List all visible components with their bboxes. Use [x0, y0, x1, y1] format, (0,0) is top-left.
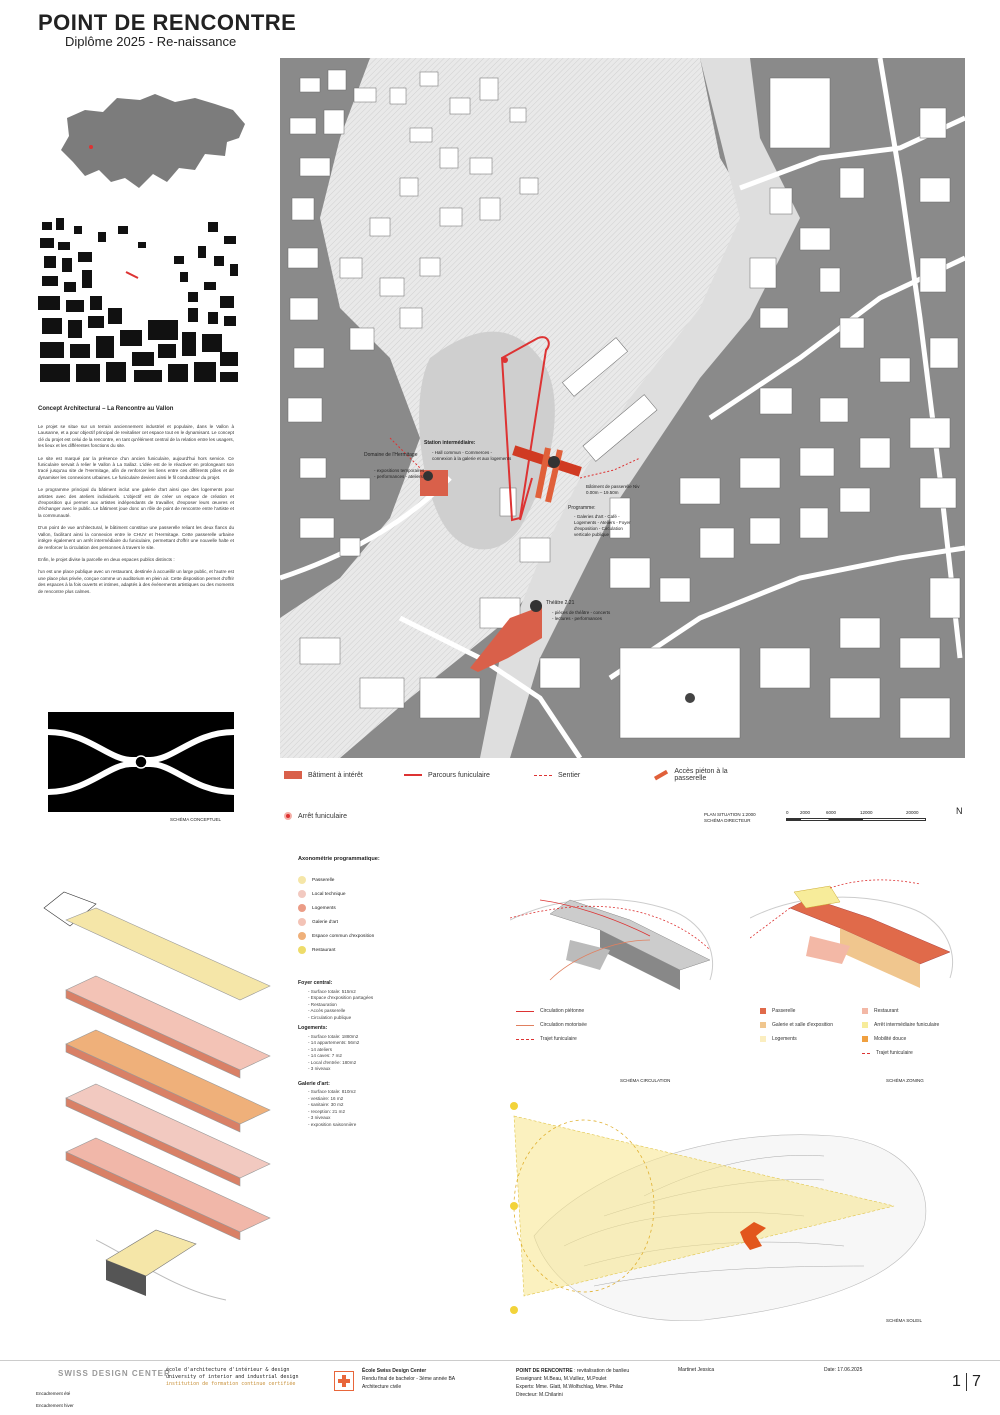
- legend-label: Bâtiment à intérêt: [308, 771, 363, 779]
- school-line: university of interior and industrial design: [166, 1374, 299, 1380]
- cross-logo-icon: [334, 1371, 354, 1391]
- program-item: Passerelle: [298, 876, 374, 884]
- label-programme-sub: - Galeries d'art - Café - Logements - Ateliers - Foyer d'exposition - Circulation verticale publique: [574, 514, 631, 537]
- center-line: Rendu final de bachelor - 3ème année BA: [362, 1376, 456, 1382]
- encadrement-ete: Encadrement été: [36, 1391, 71, 1396]
- school-line: institution de formation continue certifiée: [166, 1381, 296, 1387]
- legend-label: Sentier: [558, 771, 581, 779]
- hospital-building: [620, 648, 740, 738]
- sun-icon: [510, 1102, 518, 1110]
- legend-sentier: [534, 768, 624, 782]
- legend-parcours: [404, 768, 504, 782]
- switzerland-map: [55, 90, 255, 200]
- sun-icon: [510, 1202, 518, 1210]
- legend-arret: [284, 812, 384, 820]
- program-item: Local technique: [298, 890, 374, 898]
- figure-ground-map: [38, 212, 240, 384]
- page-number: 1: [952, 1373, 961, 1390]
- legend-label: Parcours funiculaire: [428, 771, 490, 779]
- sun-label: SCHÉMA SOLEIL: [886, 1318, 923, 1323]
- concept-paragraph: l'un est une place publique avec un restaurant, destinée à accueillir un large public, et l'autre est une place plus privée, conçue comme un auditorium en plein air. Cette disposition permet d'offrir des espaces à la fois ouverts et intimes, adaptés à des événements artistiques ou des moments de rencontre plus calmes.: [38, 569, 234, 594]
- label-programme: Programme:: [568, 505, 596, 511]
- scale-bar: 0 2000 6000 12000 20000: [786, 810, 936, 824]
- center-line: Architecture civile: [362, 1384, 402, 1390]
- sun-schema: [504, 1096, 944, 1328]
- teachers-line: Directeur: M.Chilarini: [516, 1392, 563, 1398]
- date: Date: 17.06.2025: [824, 1367, 863, 1373]
- zoning-legend-right: Restaurant Arrêt intermédiaire funiculaire Mobilité douce Trajet funiculaire: [862, 1008, 939, 1056]
- site-marker: [89, 145, 93, 149]
- label-hermitage-sub: - expositions temporaires - performances - ateliers: [374, 468, 425, 479]
- circulation-schema: [510, 880, 720, 995]
- circulation-label: SCHÉMA CIRCULATION: [620, 1078, 671, 1083]
- concept-title: Concept Architectural – La Rencontre au Vallon: [38, 406, 174, 412]
- legend-label: Arrêt funiculaire: [298, 812, 348, 820]
- concept-paragraph: Le programme principal du bâtiment inclut une galerie d'art ainsi que des logements pour artistes avec des ateliers individuels. L'objectif est de créer un espace de création et d'exposition qui permet aux artistes indépendants de travailler, d'exposer leurs œuvres et d'échanger avec le public. Le bâtiment joue donc un rôle de point de rencontre entre l'artiste et la communauté.: [38, 487, 234, 518]
- page-title: POINT DE RENCONTRE: [38, 10, 297, 35]
- label-theatre: Théâtre 2.21: [546, 600, 575, 606]
- concept-text: [38, 424, 234, 601]
- zoning-schema: [750, 878, 960, 993]
- page-divider: [966, 1373, 967, 1391]
- legend-swatch: [654, 770, 668, 781]
- map-legend: [284, 768, 744, 820]
- concept-paragraph: Enfin, le projet divise la parcelle en deux espaces publics distincts :: [38, 556, 175, 562]
- concept-paragraph: Le site est marqué par la présence d'un ancien funiculaire, aujourd'hui hors service. Ce funiculaire servait à relier le Vallon à La Sallaz. L'idée est de le réactiver en prolongeant son tracé jusqu'au site de l'Hermitage, afin de renforcer les liens entre ces différents pôles et de dynamiser les connexions urbaines. Le funiculaire devient ainsi le fil conducteur du projet.: [38, 455, 234, 480]
- site-plan: [280, 58, 965, 758]
- program-item: Restaurant: [298, 946, 374, 954]
- hospital-icon: [685, 693, 695, 703]
- program-item: Logements: [298, 904, 374, 912]
- legend-swatch: [284, 771, 302, 779]
- concept-paragraph: D'un point de vue architectural, le bâtiment constitue une passerelle reliant les deux flancs du Vallon, facilitant ainsi la connexion entre le CHUV et l'Hermitage. Cette passerelle urbaine intègre également un arrêt intermédiaire du funiculaire, permettant d'offrir une nouvelle halte et de renforcer la circulation des personnes à travers le site.: [38, 525, 234, 550]
- legend-label: Accès piéton à la passerelle: [674, 768, 728, 782]
- school-logo: SWISS DESIGN CENTER: [58, 1369, 171, 1378]
- concept-paragraph: Le projet se situe sur un terrain anciennement industriel et populaire, dans le Vallon à Lausanne, et a pour objectif principal de revitaliser cet espace tout en le dynamisant. Le concept clé du projet est celui de la rencontre, en tant qu'élément central de la relation entre les usagers, les lieux et les différentes fonctions du site.: [38, 424, 234, 449]
- legend-swatch: [534, 775, 552, 776]
- project-title: POINT DE RENCONTRE: [516, 1368, 573, 1374]
- teachers-line: Enseignant: M.Beau, M.Vuillez, M.Poulet: [516, 1376, 607, 1382]
- center-title: École Swiss Design Center: [362, 1368, 427, 1374]
- plan-caption-1: PLAN SITUATION 1:2000: [704, 812, 756, 817]
- encadrement-hiver: Encadrement hiver: [36, 1403, 74, 1408]
- plan-caption-2: SCHÉMA DIRECTEUR: [704, 818, 751, 823]
- footer: [0, 1360, 1000, 1415]
- page-total: 7: [972, 1373, 981, 1390]
- teachers-line: Experts: Mme. Glatt, M.Wolfschlag, Mme. Philaz: [516, 1384, 624, 1390]
- axo-title: Axonométrie programmatique:: [298, 856, 380, 862]
- legend-swatch: [284, 812, 292, 820]
- legend-batiment: [284, 768, 374, 782]
- site-volume-drawing: [96, 1200, 226, 1310]
- student-name: Martinet Jessica: [678, 1367, 715, 1373]
- zoning-label: SCHÉMA ZONING: [886, 1078, 924, 1083]
- foyer-info: Foyer central: - Surface totale: 515m2 - Espace d'exposition partagées - Restauration - Accès passerelle - Circulation publique Logements: - Surface totale: 1880m2 - 14 appartements: 56m2 - 14 ateliers - 14 caves: 7 m2 - Local d'entrée: 180m2 - 3 niveaux Galerie d'art: - Surface totale: 810m2 - vestiaire: 16 m2 - sanitaire: 30 m2 - reception: 21 m2 - 3 niveaux - exposition saisonnière: [298, 980, 374, 1127]
- page-subtitle: Diplôme 2025 - Re-naissance: [65, 34, 237, 49]
- program-legend: [298, 876, 374, 960]
- program-item: Galerie d'art: [298, 918, 374, 926]
- north-arrow: N: [956, 806, 963, 816]
- label-theatre-sub: - pièces de théâtre - concerts - lectures - performances: [552, 610, 611, 621]
- legend-acces: [654, 768, 744, 782]
- school-line: école d'architecture d'intérieur & design: [166, 1367, 290, 1373]
- circulation-legend: Circulation piétonne Circulation motorisée Trajet funiculaire: [516, 1008, 587, 1042]
- concept-schema-label: SCHÉMA CONCEPTUEL: [170, 817, 222, 822]
- axonometric-drawing: [40, 880, 285, 1240]
- zoning-legend-left: Passerelle Galerie et salle d'exposition Logements: [760, 1008, 833, 1042]
- label-vestibule: Bâtiment de passerelle Niv 0.00m – 19.50m: [586, 484, 640, 495]
- concept-schema: [48, 712, 234, 812]
- legend-swatch: [404, 774, 422, 776]
- label-station: Station intermédiaire:: [424, 440, 476, 446]
- label-station-sub: - Hall commun - Commerces - connexion à la galerie et aux logements: [432, 450, 512, 461]
- sun-icon: [510, 1306, 518, 1314]
- label-hermitage: Domaine de l'Hermitage: [364, 452, 418, 458]
- project-sub: : revitalisation de banlieu: [574, 1368, 630, 1374]
- program-item: Espace commun d'exposition: [298, 932, 374, 940]
